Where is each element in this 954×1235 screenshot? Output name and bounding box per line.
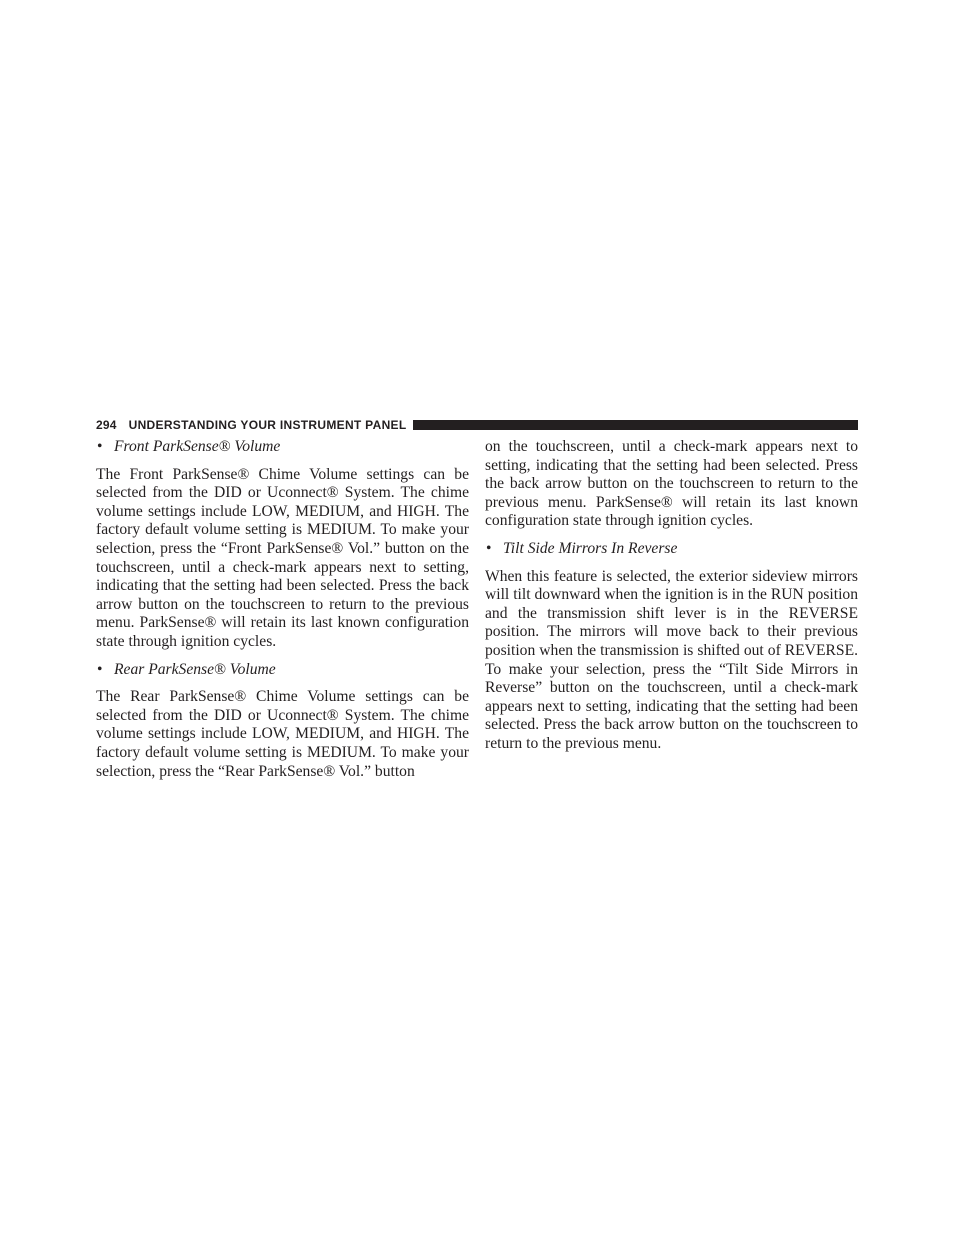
page-number: 294: [96, 417, 117, 432]
bullet-icon: •: [97, 660, 103, 678]
page-header: [96, 417, 858, 432]
bullet-icon: •: [97, 438, 103, 455]
paragraph-tilt-side-mirrors: When this feature is selected, the exterior sideview mirrors will tilt downward when the ignition is in the RUN position and the transmission shift lever is in the REVERSE position. The mirrors will move back to their previous position when the transmission is shifted out of REVERSE. To make your selection, press the “Tilt Side Mirrors in Reverse” button on the touchscreen, until a check-mark appears next to setting, indicating that the setting had been selected. Press the back arrow button on the touchscreen to return to the previous menu.: [485, 567, 858, 752]
right-column: [485, 438, 858, 754]
bullet-heading-text: Front ParkSense® Volume: [114, 438, 281, 455]
header-rule-bar: [413, 420, 858, 430]
section-title: UNDERSTANDING YOUR INSTRUMENT PANEL: [128, 417, 407, 432]
bullet-heading-tilt-side-mirrors: [485, 540, 858, 559]
paragraph-rear-parksense-continued: on the touchscreen, until a check-mark appears next to setting, indicating that the setting had been selected. Press the back arrow button on the touchscreen to return to the previous menu. ParkSense® will retain its last known configuration state through ignition cycles.: [485, 438, 858, 530]
bullet-icon: •: [486, 539, 492, 557]
bullet-heading-rear-parksense-volume: [96, 661, 469, 680]
bullet-heading-front-parksense-volume: [96, 438, 469, 457]
paragraph-rear-parksense: The Rear ParkSense® Chime Volume settings can be selected from the DID or Uconnect® System. The chime volume settings include LOW, MEDIUM, and HIGH. The factory default volume setting is MEDIUM. To make your selection, press the “Rear ParkSense® Vol.” button: [96, 688, 469, 780]
bullet-heading-text: Tilt Side Mirrors In Reverse: [503, 539, 678, 557]
bullet-heading-text: Rear ParkSense® Volume: [114, 660, 276, 678]
left-column: [96, 438, 469, 781]
paragraph-front-parksense: The Front ParkSense® Chime Volume settings can be selected from the DID or Uconnect® System. The chime volume settings include LOW, MEDIUM, and HIGH. The factory default volume setting is MEDIUM. To make your selection, press the “Front ParkSense® Vol.” button on the touchscreen, until a check-mark appears next to setting, indicating that the setting had been selected. Press the back arrow button on the touchscreen to return to the previous menu. ParkSense® will retain its last known configuration state through ignition cycles.: [96, 465, 469, 650]
